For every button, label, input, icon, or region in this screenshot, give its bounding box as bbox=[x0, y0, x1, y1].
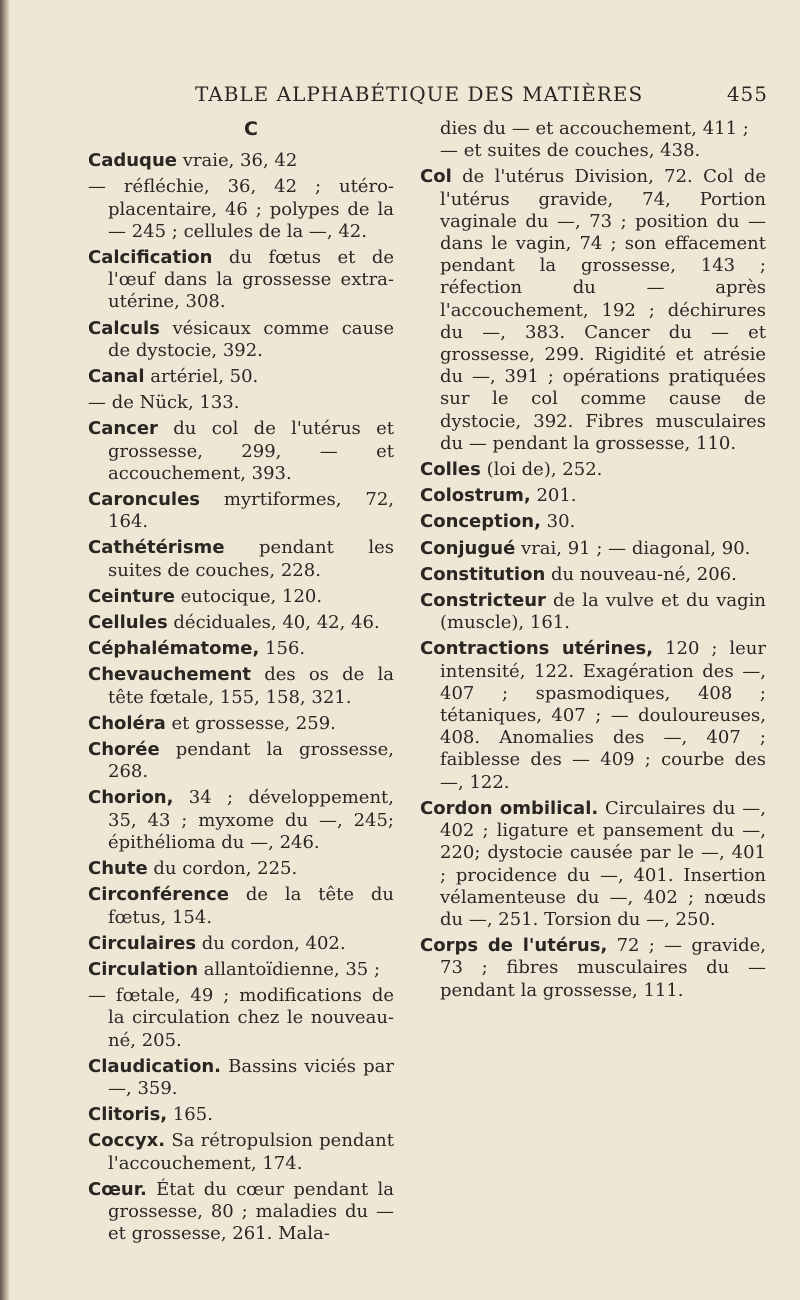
index-entry bbox=[420, 798, 766, 931]
index-entry bbox=[420, 485, 766, 507]
index-entry bbox=[88, 318, 394, 362]
entry-headword: Caroncules bbox=[88, 489, 200, 511]
entry-text: du cordon, 225. bbox=[147, 858, 298, 880]
entry-headword: Cœur. bbox=[88, 1178, 147, 1200]
entry-text: 201. bbox=[530, 485, 577, 507]
entry-text: pendant les suites de couches, 228. bbox=[108, 537, 394, 581]
entry-headword: Cancer bbox=[88, 418, 158, 440]
entry-text: et grossesse, 259. bbox=[165, 712, 336, 734]
entry-headword: Cathétérisme bbox=[88, 537, 225, 559]
index-entry bbox=[420, 638, 766, 793]
entry-text: vrai, 91 ; — diagonal, 90. bbox=[515, 537, 751, 559]
entry-headword: Corps de l'utérus, bbox=[420, 935, 608, 957]
entry-headword: Calcification bbox=[88, 247, 213, 269]
entry-text: — fœtale, 49 ; modifications de la circulation chez le nouveau-né, 205. bbox=[88, 985, 394, 1051]
entry-headword: Cordon ombilical. bbox=[420, 797, 599, 819]
index-entry bbox=[88, 489, 394, 533]
index-entry bbox=[420, 459, 766, 481]
entry-text: vésicaux comme cause de dystocie, 392. bbox=[108, 317, 394, 361]
entry-text: allantoïdienne, 35 ; bbox=[198, 958, 381, 980]
index-entry bbox=[88, 664, 394, 708]
entry-text: 72 ; — gravide, 73 ; fibres musculaires du — pendant la grossesse, 111. bbox=[440, 935, 766, 1001]
entry-headword: Canal bbox=[88, 366, 145, 388]
entry-text: du col de l'utérus et grossesse, 299, — et accouchement, 393. bbox=[108, 418, 394, 484]
index-entry bbox=[88, 739, 394, 783]
entry-headword: Calculs bbox=[88, 317, 160, 339]
index-entry bbox=[88, 884, 394, 928]
entry-headword: Circonférence bbox=[88, 884, 229, 906]
page-edge-shadow bbox=[0, 0, 10, 1300]
index-entry bbox=[420, 564, 766, 586]
entry-headword: Chevauchement bbox=[88, 664, 252, 686]
index-entry bbox=[420, 538, 766, 560]
entry-text: Circulaires du —, 402 ; ligature et pansement du —, 220; dystocie causée par le —, 401 ; procidence du —, 401. Insertion vélamenteuse du —, 402 ; nœuds du —, 251. Torsion du —, 250. bbox=[440, 797, 766, 930]
index-entry bbox=[88, 366, 394, 388]
entry-headword: Choléra bbox=[88, 712, 166, 734]
index-entry bbox=[88, 1056, 394, 1100]
index-entry bbox=[88, 1104, 394, 1126]
index-entry bbox=[88, 959, 394, 981]
entry-text: myrtiformes, 72, 164. bbox=[108, 489, 394, 533]
entry-text: — de Nück, 133. bbox=[88, 392, 240, 414]
section-letter: C bbox=[244, 118, 258, 140]
entry-headword: Constricteur bbox=[420, 590, 546, 612]
index-entry bbox=[88, 787, 394, 854]
entry-headword: Conjugué bbox=[420, 537, 516, 559]
entry-headword: Cellules bbox=[88, 612, 168, 634]
index-entry bbox=[88, 176, 394, 243]
entry-text: pendant la grossesse, 268. bbox=[108, 739, 394, 783]
entry-headword: Chorée bbox=[88, 739, 160, 761]
entry-text: des os de la tête fœtale, 155, 158, 321. bbox=[108, 664, 394, 708]
entry-headword: Chute bbox=[88, 858, 148, 880]
index-entry bbox=[88, 858, 394, 880]
entry-headword: Col bbox=[420, 166, 452, 188]
entry-text: 34 ; développement, 35, 43 ; myxome du —, 245; épithélioma du —, 246. bbox=[108, 787, 394, 853]
entry-text: de l'utérus Division, 72. Col de l'utérus gravide, 74, Portion vaginale du —, 73 ; position du — dans le vagin, 74 ; son effacement pendant la grossesse, 143 ; réfection du — après l'accouchement, 192 ; déchirures du —, 383. Cancer du — et grossesse, 299. Rigidité et atrésie du —, 391 ; opérations pratiquées sur le col comme cause de dystocie, 392. Fibres musculaires du — pendant la grossesse, 110. bbox=[440, 166, 766, 454]
index-entry bbox=[88, 1130, 394, 1174]
right-column bbox=[420, 118, 766, 1006]
page-number: 455 bbox=[726, 82, 768, 106]
index-entry bbox=[88, 586, 394, 608]
entry-headword: Circulaires bbox=[88, 932, 197, 954]
entry-headword: Colles bbox=[420, 459, 481, 481]
left-column bbox=[88, 118, 394, 1249]
entry-text: vraie, 36, 42 bbox=[176, 150, 298, 172]
entry-text: du nouveau-né, 206. bbox=[545, 563, 737, 585]
entry-headword: Caduque bbox=[88, 150, 177, 172]
entry-text: du cordon, 402. bbox=[196, 932, 346, 954]
entry-headword: Contractions utérines, bbox=[420, 638, 654, 660]
index-entry bbox=[88, 985, 394, 1052]
entry-headword: Coccyx. bbox=[88, 1130, 166, 1152]
entry-text: 30. bbox=[540, 511, 576, 533]
index-entry bbox=[88, 638, 394, 660]
entry-text: (loi de), 252. bbox=[480, 459, 603, 481]
entry-headword: Circulation bbox=[88, 958, 199, 980]
index-entry bbox=[88, 537, 394, 581]
continued-entry: dies du — et accouchement, 411 ; — et suites de couches, 438. bbox=[440, 118, 749, 162]
header-title: TABLE ALPHABÉTIQUE DES MATIÈRES bbox=[195, 82, 644, 106]
index-entry bbox=[420, 935, 766, 1002]
entry-headword: Ceinture bbox=[88, 585, 175, 607]
entry-text: de la vulve et du vagin (muscle), 161. bbox=[440, 590, 766, 634]
index-entry bbox=[88, 418, 394, 485]
index-entry bbox=[88, 150, 394, 172]
entry-headword: Colostrum, bbox=[420, 485, 531, 507]
index-entry bbox=[88, 612, 394, 634]
index-entry bbox=[88, 1179, 394, 1246]
entry-text: — réfléchie, 36, 42 ; utéro-placentaire, 46 ; polypes de la — 245 ; cellules de la —, 42. bbox=[88, 176, 394, 242]
entry-text: Bassins viciés par —, 359. bbox=[108, 1055, 394, 1099]
entry-headword: Constitution bbox=[420, 563, 546, 585]
entry-headword: Clitoris, bbox=[88, 1104, 168, 1126]
entry-headword: Chorion, bbox=[88, 787, 174, 809]
entry-text: de la tête du fœtus, 154. bbox=[108, 884, 394, 928]
entry-headword: Conception, bbox=[420, 511, 541, 533]
entry-text: du fœtus et de l'œuf dans la grossesse extra-utérine, 308. bbox=[108, 247, 394, 313]
index-entry bbox=[88, 933, 394, 955]
index-entry bbox=[420, 166, 766, 455]
entry-headword: Claudication. bbox=[88, 1055, 222, 1077]
entry-text: 156. bbox=[259, 638, 306, 660]
entry-text: artériel, 50. bbox=[144, 366, 259, 388]
entry-text: 165. bbox=[167, 1104, 213, 1126]
index-entry bbox=[88, 247, 394, 314]
index-entry bbox=[88, 392, 394, 414]
index-entry bbox=[420, 511, 766, 533]
entry-headword: Céphalématome, bbox=[88, 638, 260, 660]
index-entry bbox=[420, 590, 766, 634]
entry-text: eutocique, 120. bbox=[174, 585, 323, 607]
entry-text: État du cœur pendant la grossesse, 80 ; maladies du — et grossesse, 261. Mala- bbox=[108, 1178, 394, 1245]
entry-text: déciduales, 40, 42, 46. bbox=[167, 612, 380, 634]
entry-text: Sa rétropulsion pendant l'accouchement, 174. bbox=[108, 1130, 394, 1174]
index-entry bbox=[88, 713, 394, 735]
entry-text: 120 ; leur intensité, 122. Exagération des —, 407 ; spasmodiques, 408 ; tétaniques, 407 ; — douloureuses, 408. Anomalies des —, 407 ; faiblesse des — 409 ; courbe des —, 122. bbox=[440, 638, 766, 793]
